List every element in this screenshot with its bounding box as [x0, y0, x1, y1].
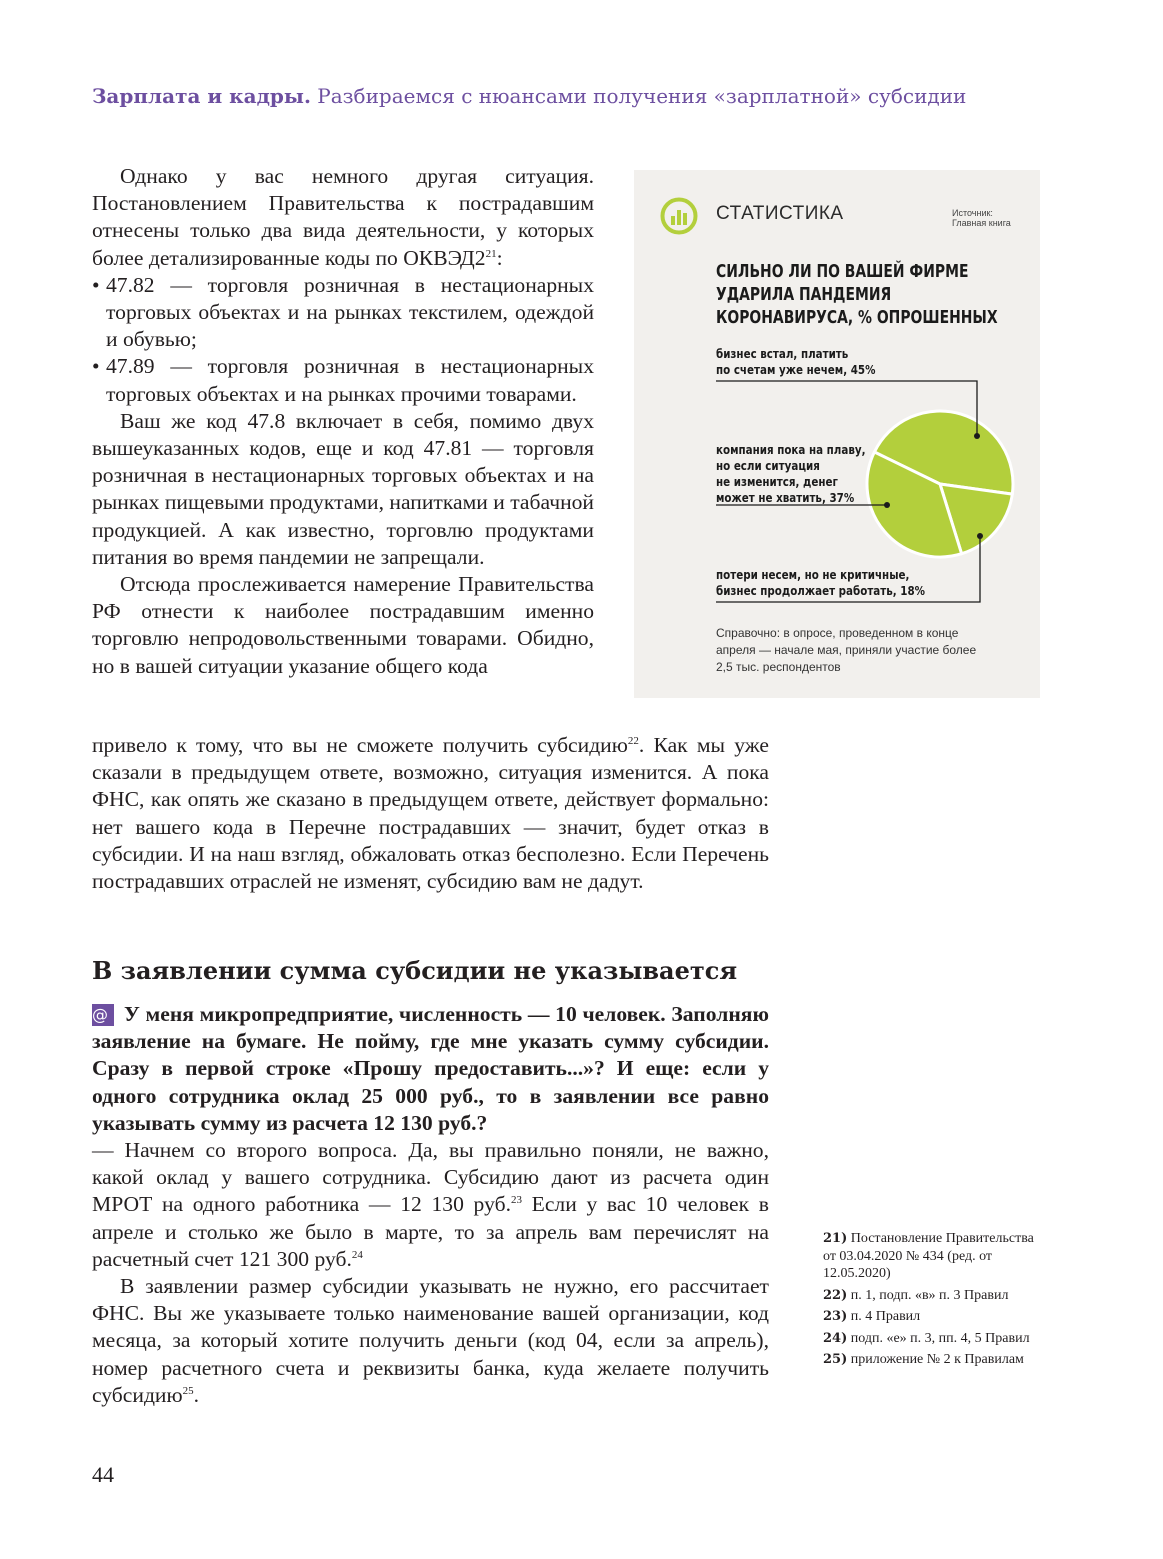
stats-title-line: УДАРИЛА ПАНДЕМИЯ: [716, 284, 892, 305]
pie-chart: [634, 170, 1040, 698]
statistics-box: [634, 170, 1040, 698]
stats-title-line: СИЛЬНО ЛИ ПО ВАШЕЙ ФИРМЕ: [716, 261, 969, 282]
bullet-icon: •: [92, 354, 100, 379]
footnote: 25) приложение № 2 к Правилам: [823, 1352, 1024, 1367]
paragraph: Однако у вас немного другая ситуация. Постановлением Правительства к пострадавшим отнесены только два вида деятельности, у которых более детализированные коды по $ОКВЭД2^{21}$:: [92, 164, 594, 270]
footnote: 24) подп. «е» п. 3, пп. 4, 5 Правил: [823, 1330, 1030, 1346]
stats-label: СТАТИСТИКА: [716, 203, 844, 224]
slice-label-37: компания пока на плаву, но если ситуация не изменится, денег может не хватить, 37%: [716, 443, 866, 505]
footnote-ref: 22: [627, 735, 639, 747]
list-item: • 47.89 — торговля розничная в нестационарных торговых объектах и на рынках прочими товарами.: [92, 354, 594, 406]
stats-title-line: КОРОНАВИРУСА, % ОПРОШЕННЫХ: [716, 307, 998, 328]
running-header: [92, 82, 966, 110]
footnote-ref: 25: [182, 1384, 194, 1397]
page-number: 44: [92, 1462, 114, 1487]
slice-label-18: потери несем, но не критичные, бизнес продолжает работать, 18%: [716, 568, 925, 598]
stats-note: Справочно: в опросе, проведенном в конце апреля — начале мая, приняли участие более 2,5 тыс. респондентов: [716, 626, 977, 674]
stats-source: Источник: Главная книга: [952, 208, 1011, 228]
leader-dot-45: [974, 433, 980, 439]
footnote-ref: 23: [510, 1194, 522, 1207]
footnote-ref: 24: [351, 1248, 363, 1261]
paragraph: Ваш же код 47.8 включает в себя, помимо двух вышеуказанных кодов, еще и код 47.81 — торговля розничная в нестационарных торговых объектах и на рынках пищевыми продуктами, напитками и табачной продукцией. А как известно, торговлю продуктами питания во время пандемии не запрещали.: [92, 408, 594, 569]
body-column-top: [92, 163, 594, 680]
paragraph: привело к тому, что вы не сможете получить субсидию$^{22}$. Как мы уже сказали в предыдущем ответе, возможно, ситуация изменится. А пока ФНС, как опять же сказано в предыдущем ответе, действует формально: нет вашего кода в Перечне пострадавших — значит, будет отказ в субсидии. И на наш взгляд, обжаловать отказ бесполезно. Если Перечень пострадавших отраслей не изменят, субсидию вам не дадут.: [92, 733, 769, 894]
slice-label-45: бизнес встал, платить по счетам уже нечем, 45%: [716, 347, 876, 377]
bullet-icon: •: [92, 272, 100, 297]
list-item: • 47.82 — торговля розничная в нестационарных торговых объектах и на рынках текстилем, одеждой и обувью;: [92, 272, 594, 352]
footnote: 21) Постановление Правительства от 03.04.2020 № 434 (ред. от 12.05.2020): [823, 1231, 1034, 1281]
qa-block: [92, 1001, 769, 1409]
at-icon: @: [92, 1004, 114, 1026]
paragraph: В заявлении размер субсидии указывать не нужно, его рассчитает ФНС. Вы же указываете только наименование вашей организации, код месяца, за который хотите получить деньги (код 04, если за апрель), номер расчетного счета и реквизиты банка, куда желаете получить субсидию$^{25}$.: [92, 1274, 769, 1407]
header-section: Зарплата и кадры.: [92, 84, 311, 108]
answer: — Начнем со второго вопроса. Да, вы правильно поняли, не важно, какой оклад у вашего сотрудника. Субсидию дают из расчета один МРОТ на одного работника — 12 130 руб.$^{23}$ Если у вас 10 человек в апреле и столько же было в марте, то за апрель вам перечислят на расчетный счет 121 300 руб.$^{24}$: [92, 1138, 769, 1271]
question: @ У меня микропредприятие, численность — 10 человек. Заполняю заявление на бумаге. Не пойму, где мне указать сумму субсидии. Сразу в первой строке «Прошу предоставить...»? И еще: если у одного сотрудника оклад 25 000 руб., то в заявлении все равно указывать сумму из расчета 12 130 руб.?: [92, 1002, 769, 1135]
footnote-ref: 21: [485, 247, 497, 260]
leader-dot-37: [884, 502, 890, 508]
leader-dot-18: [977, 533, 983, 539]
footnotes: [823, 1230, 1043, 1373]
footnote: 22) п. 1, подп. «в» п. 3 Правил: [823, 1287, 1009, 1303]
footnote: 23) п. 4 Правил: [823, 1309, 921, 1324]
header-title: Разбираемся с нюансами получения «зарплатной» субсидии: [317, 84, 967, 108]
paragraph: Отсюда прослеживается намерение Правительства РФ отнести к наиболее пострадавшим именно торговлю непродовольственными товарами. Обидно, но в вашей ситуации указание общего кода: [92, 572, 594, 678]
section-heading: В заявлении сумма субсидии не указывается: [92, 956, 738, 985]
body-column-wide: [92, 732, 769, 895]
